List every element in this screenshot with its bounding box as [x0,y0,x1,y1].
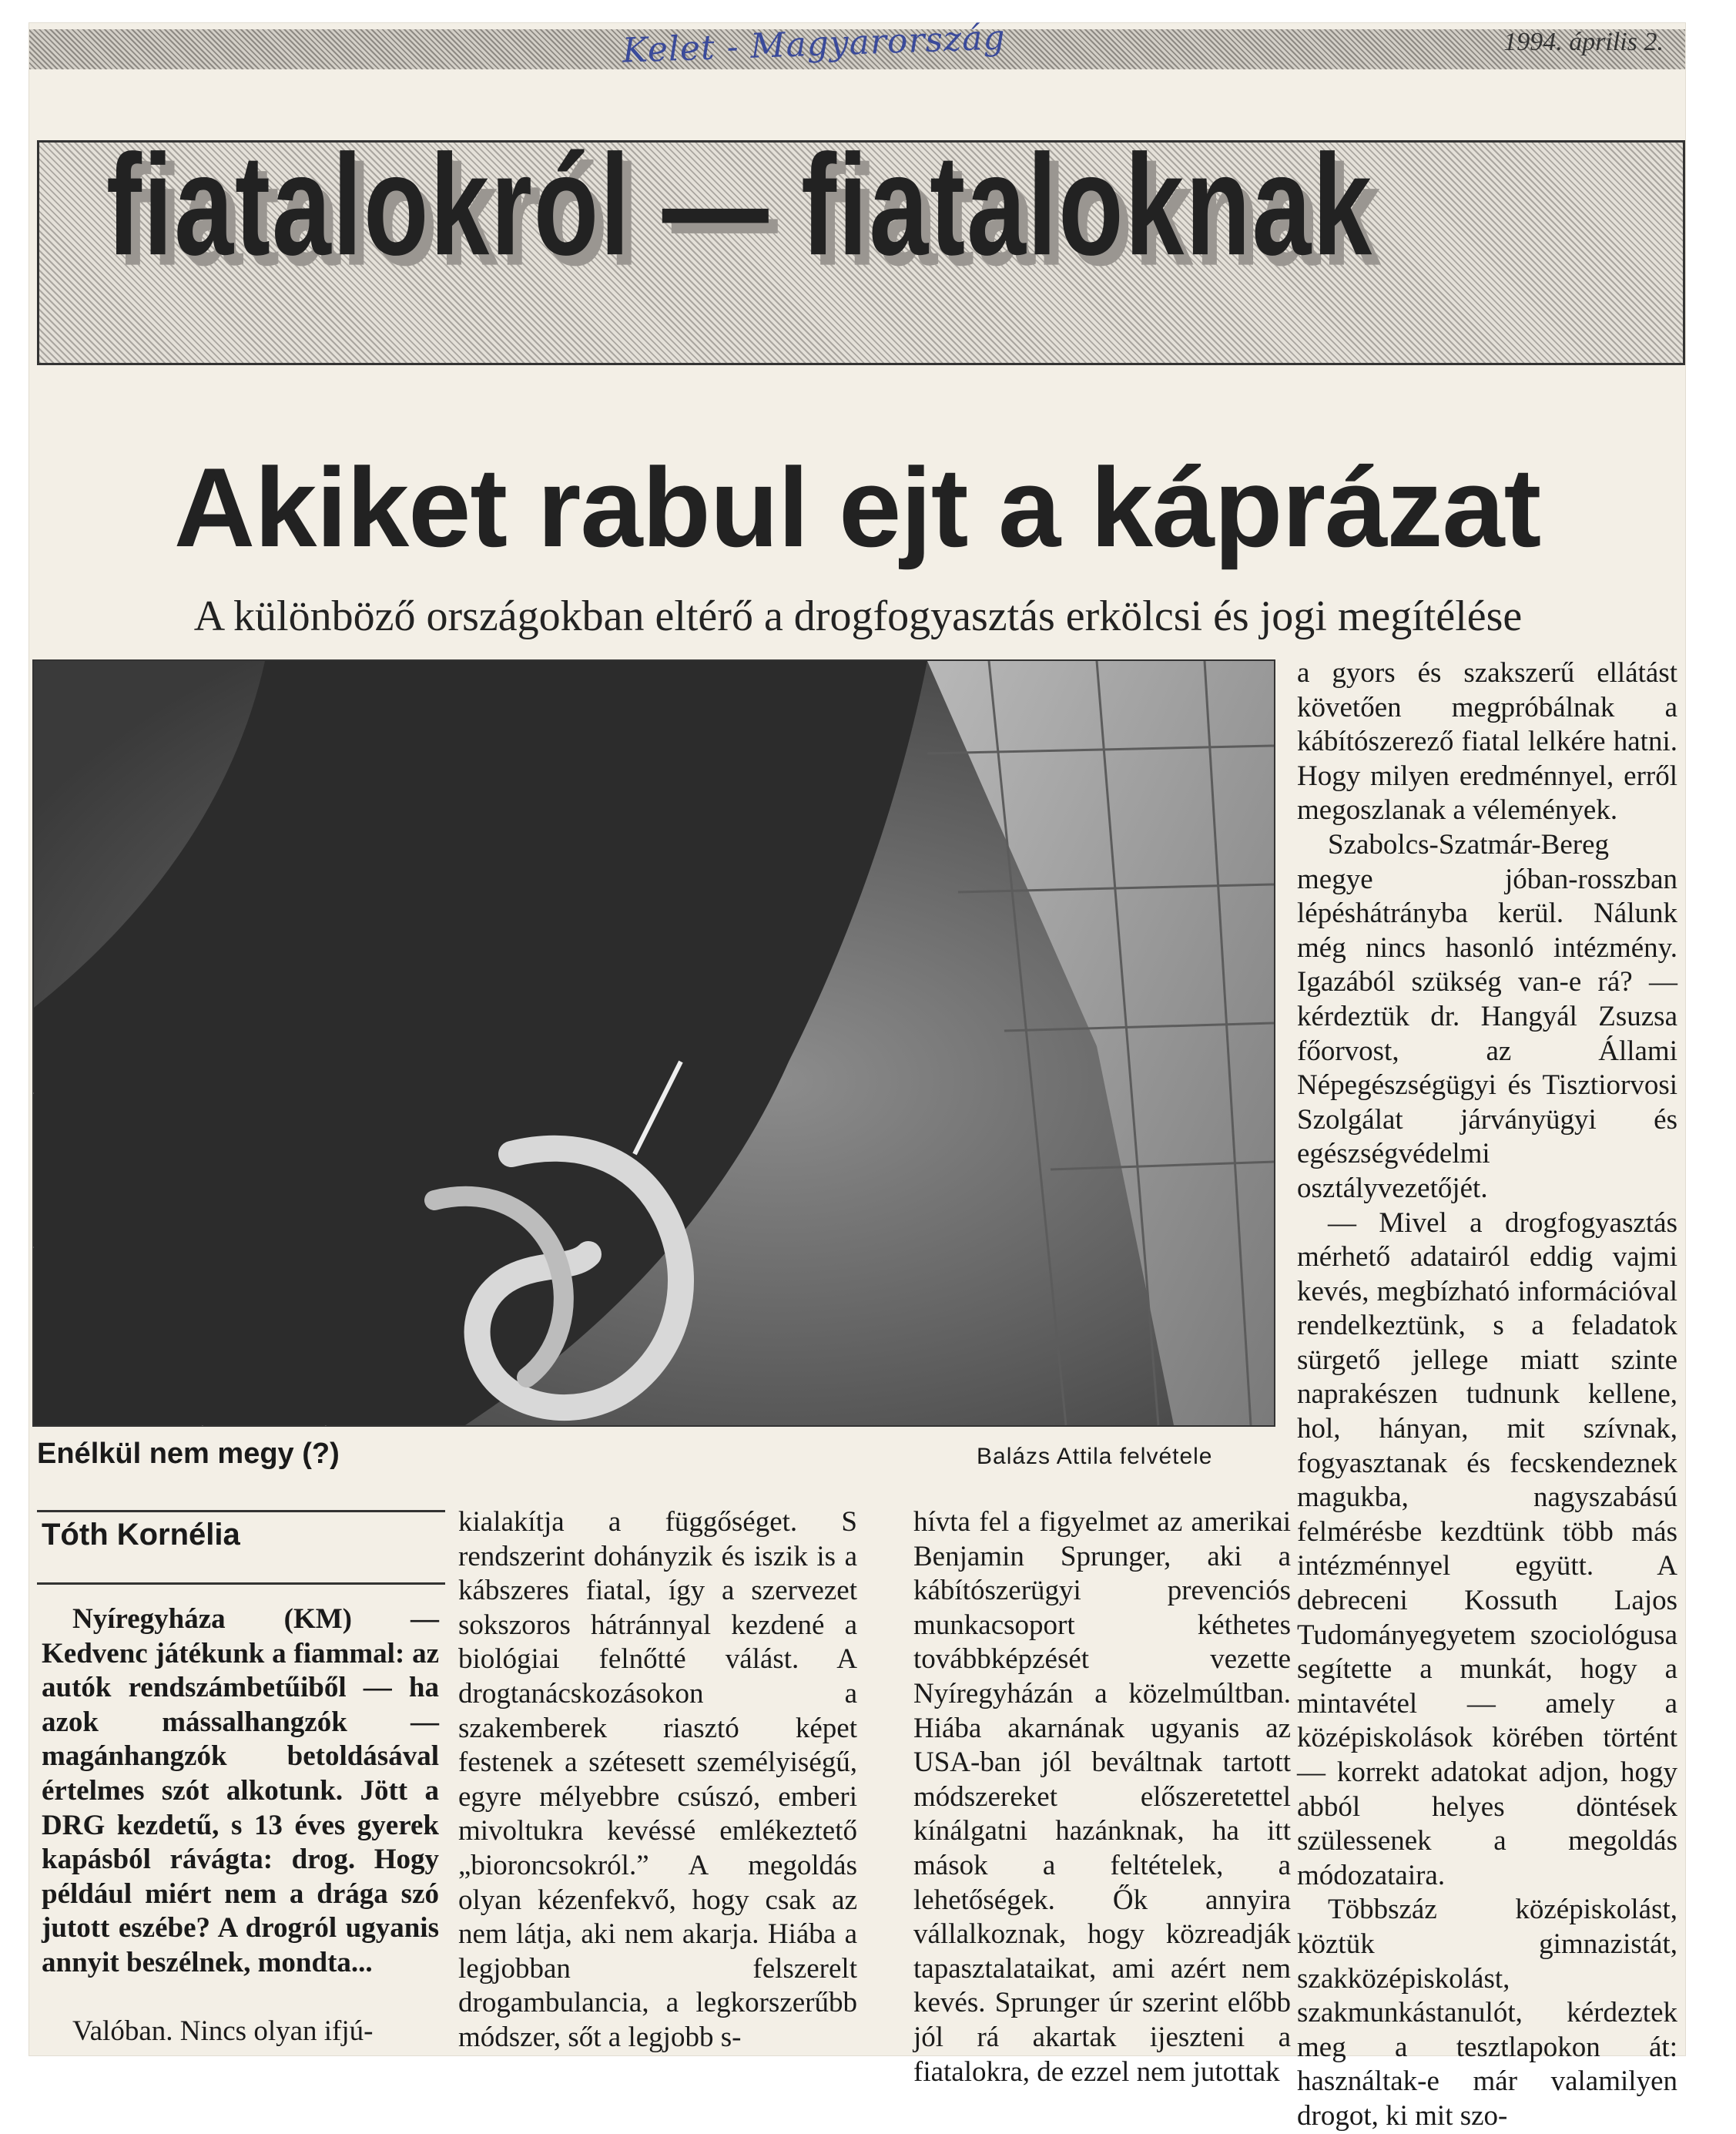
article-photo [32,659,1275,1427]
column-2 [458,1505,857,2055]
article-author: Tóth Kornélia [42,1518,240,1552]
newspaper-clipping [29,18,1685,2132]
lead-paragraph: Nyíregyháza (KM) — Kedvenc játékunk a fiammal: az autók rendszámbetűiből — ha azok mássalhangzók — magánhangzók betoldásával értelmes szót alkotunk. Jött a DRG kezdetű, s 13 éves gyerek kapásból rávágta: drog. Hogy például miért nem a drága szó jutott eszébe? A drogról ugyanis annyit beszélnek, mondta... [42,1603,439,1978]
column-4-paragraph-3: — Mivel a drogfogyasztás mérhető adatairól eddig vajmi kevés, megbízható információval rendelkeztünk, s a feladatok sürgető jellege miatt szinte naprakészen tudnunk kellene, hol, hányan, mit szívnak, fogyasztanak és fecskendeznek magukba, nagyszabású felmérésbe kezdtünk több más intézménnyel együtt. A debreceni Kossuth Lajos Tudományegyetem szociológusa segítette a munkát, hogy a mintavétel — amely a középiskolások körében történt — korrekt adatokat adjon, hogy abból helyes döntések szülessenek a megoldás módozataira. [1297,1206,1677,1891]
column-4 [1297,656,1677,2134]
article-subheadline: A különböző országokban eltérő a drogfogyasztás erkölcsi és jogi megítélése [193,592,1523,640]
column-4-paragraph-2: Szabolcs-Szatmár-Bereg megye jóban-rosszban lépéshátrányba kerül. Nálunk még nincs hasonló intézmény. Igazából szükség van-e rá? — kérdeztük dr. Hangyál Zsuzsa főorvost, az Állami Népegészségügyi és Tisztiorvosi Szolgálat járványügyi és egészségvédelmi osztályvezetőjét. [1297,828,1677,1204]
column-1-continuation: Valóban. Nincs olyan ifjú- [72,2015,374,2047]
column-3 [913,1505,1291,2089]
photo-caption: Enélkül nem megy (?) [37,1438,340,1470]
column-1 [42,1602,439,2048]
article-headline: Akiket rabul ejt a káprázat [173,445,1541,570]
column-4-paragraph-4: Többszáz középiskolást, köztük gimnazistát, szakközépiskolást, szakmunkástanulót, kérdeztek meg a tesztlapokon át: használtak-e már valamilyen drogot, ki mit szo- [1297,1894,1677,2132]
publication-date: 1994. április 2. [1503,28,1664,56]
column-3-text: hívta fel a figyelmet az amerikai Benjamin Sprunger, aki a kábítószerügyi prevenciós munkacsoport kéthetes továbbképzését vezette Nyíregyházán a közelmúltban. Hiába akarnának ugyanis az USA-ban jól beváltnak tartott módszereket előszeretettel kínálgatni hazánknak, ha itt mások a feltételek, a lehetőségek. Ők annyira vállalkoznak, hogy közreadják tapasztalataikat, ami azért nem kevés. Sprunger úr szerint előbb jól rá akartak ijeszteni a fiatalokra, de ezzel nem jutottak [913,1506,1291,2088]
column-4-paragraph-1: a gyors és szakszerű ellátást követően megpróbálnak a kábítószerező fiatal lelkére hatni. Hogy milyen eredménnyel, erről megoszlanak a vélemények. [1297,657,1677,827]
photo-credit: Balázs Attila felvétele [977,1444,1213,1469]
handwritten-source-note: Kelet - Magyarország [622,18,1007,71]
section-banner-title: fiatalokról — fiataloknak [106,125,1374,286]
photo-illustration [34,661,1274,1425]
author-rule-bottom [37,1582,445,1585]
author-rule-top [37,1510,445,1512]
column-2-text: kialakítja a függőséget. S rendszerint dohányzik és iszik is a kábszeres fiatal, így a szervezet sokszoros hátránnyal kezdené a biológiai felnőtté válást. A drogtanácskozásokon a szakemberek riasztó képet festenek a szétesett személyiségű, egyre mélyebbre csúszó, emberi mivoltukra kevéssé emlékeztető „bioroncsokról.” A megoldás olyan kézenfekvő, hogy csak az nem látja, aki nem akarja. Hiába a legjobban felszerelt drogambulancia, a legkorszerűbb módszer, sőt a legjobb s- [458,1506,857,2053]
